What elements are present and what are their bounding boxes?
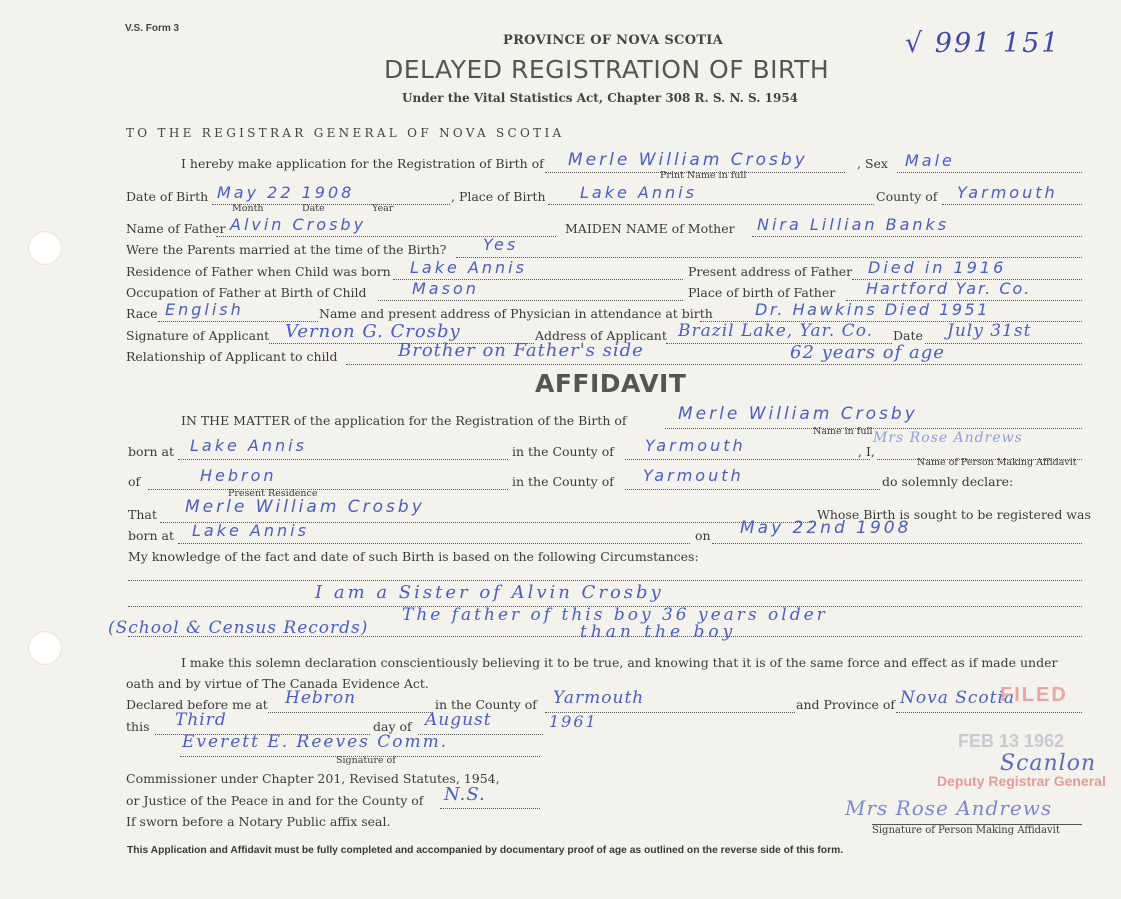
on-label: on — [695, 528, 711, 543]
file-number: √ 991 151 — [905, 28, 1061, 59]
day-field[interactable]: Third — [175, 710, 227, 730]
affidavit-heading: AFFIDAVIT — [535, 369, 687, 398]
signature-of-caption: Signature of — [336, 755, 396, 766]
declared-county-field[interactable]: Yarmouth — [553, 688, 645, 708]
applicant-signature-field[interactable]: Vernon G. Crosby — [285, 321, 461, 342]
province-label: and Province of — [796, 697, 896, 712]
affiant-signature: Mrs Rose Andrews — [845, 796, 1053, 820]
dob-label: Date of Birth — [126, 189, 209, 204]
circumstance-line-3[interactable]: (School & Census Records) — [108, 618, 369, 638]
addressee-line: TO THE REGISTRAR GENERAL OF NOVA SCOTIA — [126, 126, 565, 140]
father-birthplace-field[interactable]: Hartford Yar. Co. — [866, 279, 1032, 298]
solemn-declaration-2: oath and by virtue of The Canada Evidence Act. — [126, 676, 429, 691]
affiant-signature-caption: Signature of Person Making Affidavit — [872, 825, 1060, 836]
knowledge-label: My knowledge of the fact and date of such Birth is based on the following Circumstances: — [128, 549, 699, 564]
applicant-address-label: Address of Applicant — [535, 328, 667, 343]
present-address-label: Present address of Father — [688, 264, 853, 279]
born-at-label: born at — [128, 444, 175, 459]
that-label: That — [128, 507, 157, 522]
residence-of-label: of — [128, 474, 141, 489]
declared-county-label: in the County of — [435, 697, 537, 712]
application-date-label: Date — [893, 328, 923, 343]
month-field[interactable]: August — [425, 710, 492, 730]
province-heading: PROVINCE OF NOVA SCOTIA — [503, 33, 724, 48]
year-caption: Year — [372, 203, 394, 214]
that-name-field[interactable]: Merle William Crosby — [185, 497, 425, 517]
this-label: this — [126, 719, 150, 734]
notary-label: If sworn before a Notary Public affix seal. — [126, 814, 391, 829]
i-label: , I, — [858, 444, 875, 459]
deputy-signature: Scanlon — [1000, 751, 1097, 776]
matter-name-field[interactable]: Merle William Crosby — [678, 404, 918, 424]
born-county-label: in the County of — [512, 444, 614, 459]
married-label: Were the Parents married at the time of the Birth? — [126, 242, 447, 257]
relationship-label: Relationship of Applicant to child — [126, 349, 338, 364]
province-field[interactable]: Nova Scotia — [900, 688, 1016, 708]
commissioner-signature: Everett E. Reeves Comm. — [182, 732, 449, 752]
filed-date-stamp: FEB 13 1962 — [958, 731, 1065, 751]
county-label: County of — [876, 189, 938, 204]
child-name-field[interactable]: Merle William Crosby — [568, 150, 808, 170]
affiant-name-field[interactable]: Mrs Rose Andrews — [873, 430, 1023, 446]
applicant-signature-label: Signature of Applicant — [126, 328, 270, 343]
residence-field[interactable]: Lake Annis — [410, 258, 527, 277]
county-field[interactable]: Yarmouth — [957, 183, 1058, 202]
race-label: Race — [126, 306, 158, 321]
place-of-birth-field[interactable]: Lake Annis — [580, 183, 697, 202]
occupation-label: Occupation of Father at Birth of Child — [126, 285, 367, 300]
deputy-registrar-stamp: Deputy Registrar General — [937, 773, 1106, 789]
father-birthplace-label: Place of birth of Father — [688, 285, 836, 300]
affiant-residence-field[interactable]: Hebron — [200, 466, 277, 485]
filed-stamp: FILED — [1000, 684, 1068, 706]
page-title: DELAYED REGISTRATION OF BIRTH — [384, 55, 830, 84]
born-at-2-field[interactable]: Lake Annis — [192, 521, 309, 540]
name-in-full-caption: Name in full — [813, 426, 873, 437]
physician-field[interactable]: Dr. Hawkins Died 1951 — [755, 300, 990, 319]
father-name-field[interactable]: Alvin Crosby — [230, 215, 367, 234]
commissioner-label: Commissioner under Chapter 201, Revised Statutes, 1954, — [126, 771, 500, 786]
affiant-caption: Name of Person Making Affidavit — [917, 457, 1077, 468]
footer-notice: This Application and Affidavit must be fully completed and accompanied by documentary proof of age as outlined on the reverse side of this form. — [127, 845, 844, 856]
born-county-field[interactable]: Yarmouth — [645, 436, 746, 455]
dob-field[interactable]: May 22 1908 — [217, 183, 355, 202]
solemn-declaration-1: I make this solemn declaration conscientiously believing it to be true, and knowing that it is of the same force and effect as if made under — [181, 655, 1058, 670]
punch-hole-top — [28, 231, 62, 265]
circumstance-line-2[interactable]: The father of this boy 36 years older — [402, 605, 828, 625]
applicant-age-field[interactable]: 62 years of age — [790, 342, 945, 363]
born-at-2-label: born at — [128, 528, 175, 543]
date-caption: Date — [302, 203, 325, 214]
day-of-label: day of — [373, 719, 412, 734]
born-at-field[interactable]: Lake Annis — [190, 436, 307, 455]
justice-label: or Justice of the Peace in and for the County of — [126, 793, 424, 808]
circumstance-line-1[interactable]: I am a Sister of Alvin Crosby — [315, 582, 664, 603]
whose-birth-label: Whose Birth is sought to be registered was — [817, 507, 1091, 522]
residence-county-field[interactable]: Yarmouth — [643, 466, 744, 485]
mother-name-field[interactable]: Nira Lillian Banks — [757, 215, 950, 234]
mother-name-label: MAIDEN NAME of Mother — [565, 221, 735, 236]
declare-label: do solemnly declare: — [882, 474, 1014, 489]
birth-date-field[interactable]: May 22nd 1908 — [740, 518, 912, 538]
residence-county-label: in the County of — [512, 474, 614, 489]
form-number: V.S. Form 3 — [125, 23, 180, 34]
present-residence-caption: Present Residence — [228, 488, 318, 499]
applicant-intro-label: I hereby make application for the Registration of Birth of — [181, 156, 544, 171]
matter-label: IN THE MATTER of the application for the Registration of the Birth of — [181, 413, 627, 428]
relationship-field[interactable]: Brother on Father's side — [398, 340, 644, 361]
sex-label: , Sex — [857, 156, 888, 171]
declared-place-field[interactable]: Hebron — [285, 688, 357, 708]
month-caption: Month — [232, 203, 264, 214]
page-subtitle: Under the Vital Statistics Act, Chapter 308 R. S. N. S. 1954 — [402, 91, 799, 105]
occupation-field[interactable]: Mason — [412, 279, 479, 298]
punch-hole-bottom — [28, 631, 62, 665]
print-name-caption: Print Name in full — [660, 170, 747, 181]
residence-label: Residence of Father when Child was born — [126, 264, 391, 279]
place-of-birth-label: , Place of Birth — [451, 189, 546, 204]
declared-label: Declared before me at — [126, 697, 268, 712]
physician-label: Name and present address of Physician in attendance at birth — [319, 306, 713, 321]
justice-county-field[interactable]: N.S. — [444, 784, 486, 805]
circumstance-line-4[interactable]: than the boy — [580, 622, 737, 642]
application-date-field[interactable]: July 31st — [947, 321, 1032, 341]
year-field[interactable]: 1961 — [549, 712, 598, 731]
present-address-field[interactable]: Died in 1916 — [868, 258, 1007, 277]
father-name-label: Name of Father — [126, 221, 226, 236]
sex-field[interactable]: Male — [905, 151, 955, 170]
married-field[interactable]: Yes — [483, 235, 519, 254]
applicant-address-field[interactable]: Brazil Lake, Yar. Co. — [678, 321, 874, 341]
race-field[interactable]: English — [165, 300, 244, 319]
